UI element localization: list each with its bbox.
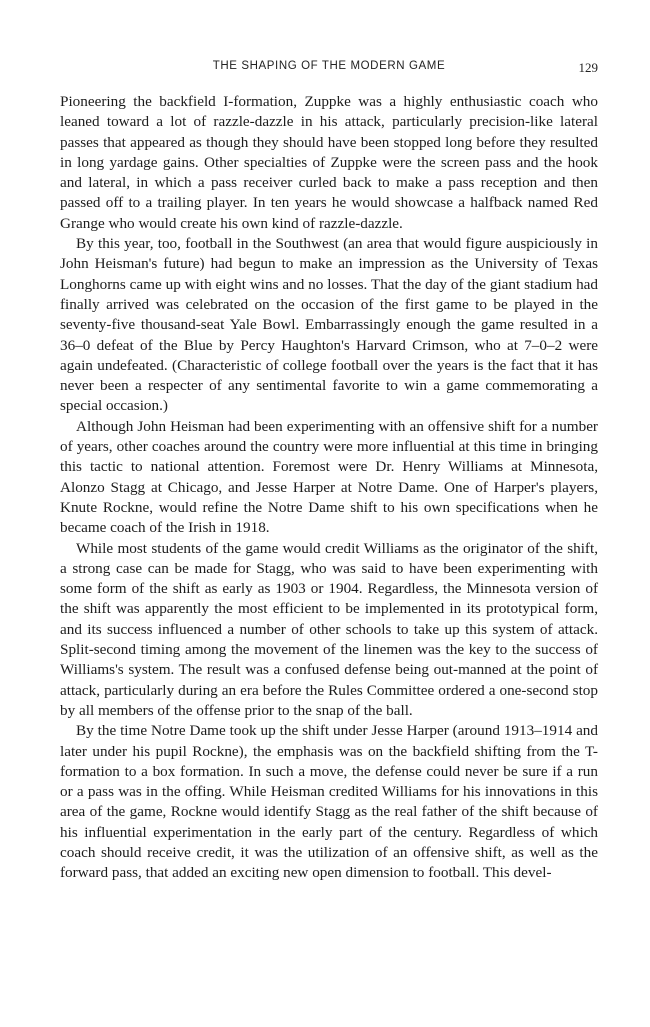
running-title: THE SHAPING OF THE MODERN GAME (212, 60, 446, 72)
paragraph-3: Although John Heisman had been experimenting with an offensive shift for a number of years, other coaches around the country were more influential at this time in bringing this tactic to national attention. Foremost were Dr. Henry Williams at Minnesota, Alonzo Stagg at Chicago, and Jesse Harper at Notre Dame. One of Harper's players, Knute Rockne, would refine the Notre Dame shift to his own specifications when he became coach of the Irish in 1918. (60, 417, 598, 537)
paragraph-5: By the time Notre Dame took up the shift under Jesse Harper (around 1913–1914 and later under his pupil Rockne), the emphasis was on the backfield shifting from the T-formation to a box formation. In such a move, the defense could never be sure if a run or a pass was in the offing. While Heisman credited Williams for his innovations in this area of the game, Rockne would identify Stagg as the real father of the shift because of his influential experimentation in the early part of the century. Regardless of which coach should receive credit, it was the utilization of an offensive shift, as well as the forward pass, that added an exciting new open dimension to football. This devel- (60, 722, 598, 882)
paragraph-1: Pioneering the backfield I-formation, Zuppke was a highly enthusiastic coach who leaned toward a lot of razzle-dazzle in his attack, particularly precision-like lateral passes that appeared as though they should have been stopped long before they resulted in long yardage gains. Other specialties of Zuppke were the screen pass and the hook and lateral, in which a pass receiver curled back to make a pass reception and then passed off to a trailing player. In ten years he would showcase a halfback named Red Grange who would create his own kind of razzle-dazzle. (60, 93, 598, 232)
body-text (60, 92, 598, 884)
paragraph-2: By this year, too, football in the Southwest (an area that would figure auspiciously in John Heisman's future) had begun to make an impression as the University of Texas Longhorns came up with eight wins and no losses. That the day of the giant stadium had finally arrived was celebrated on the occasion of the first game to be played in the seventy-five thousand-seat Yale Bowl. Embarrassingly enough the game resulted in a 36–0 defeat of the Blue by Percy Haughton's Harvard Crimson, who at 7–0–2 were again undefeated. (Characteristic of college football over the years is the fact that it has never been a respecter of any sentimental favorite to win a game commemorating a special occasion.) (60, 235, 598, 415)
page-number: 129 (578, 60, 598, 75)
paragraph-4: While most students of the game would credit Williams as the originator of the shift, a strong case can be made for Stagg, who was said to have been experimenting with some form of the shift as early as 1903 or 1904. Regardless, the Minnesota version of the shift was apparently the most efficient to be implemented in its prototypical form, and its success influenced a number of other schools to take up this system of attack. Split-second timing among the movement of the linemen was the key to the success of Williams's system. The result was a confused defense being out-manned at the point of attack, particularly during an era before the Rules Committee ordered a one-second stop by all members of the offense prior to the snap of the ball. (60, 539, 598, 719)
running-head (60, 60, 598, 78)
